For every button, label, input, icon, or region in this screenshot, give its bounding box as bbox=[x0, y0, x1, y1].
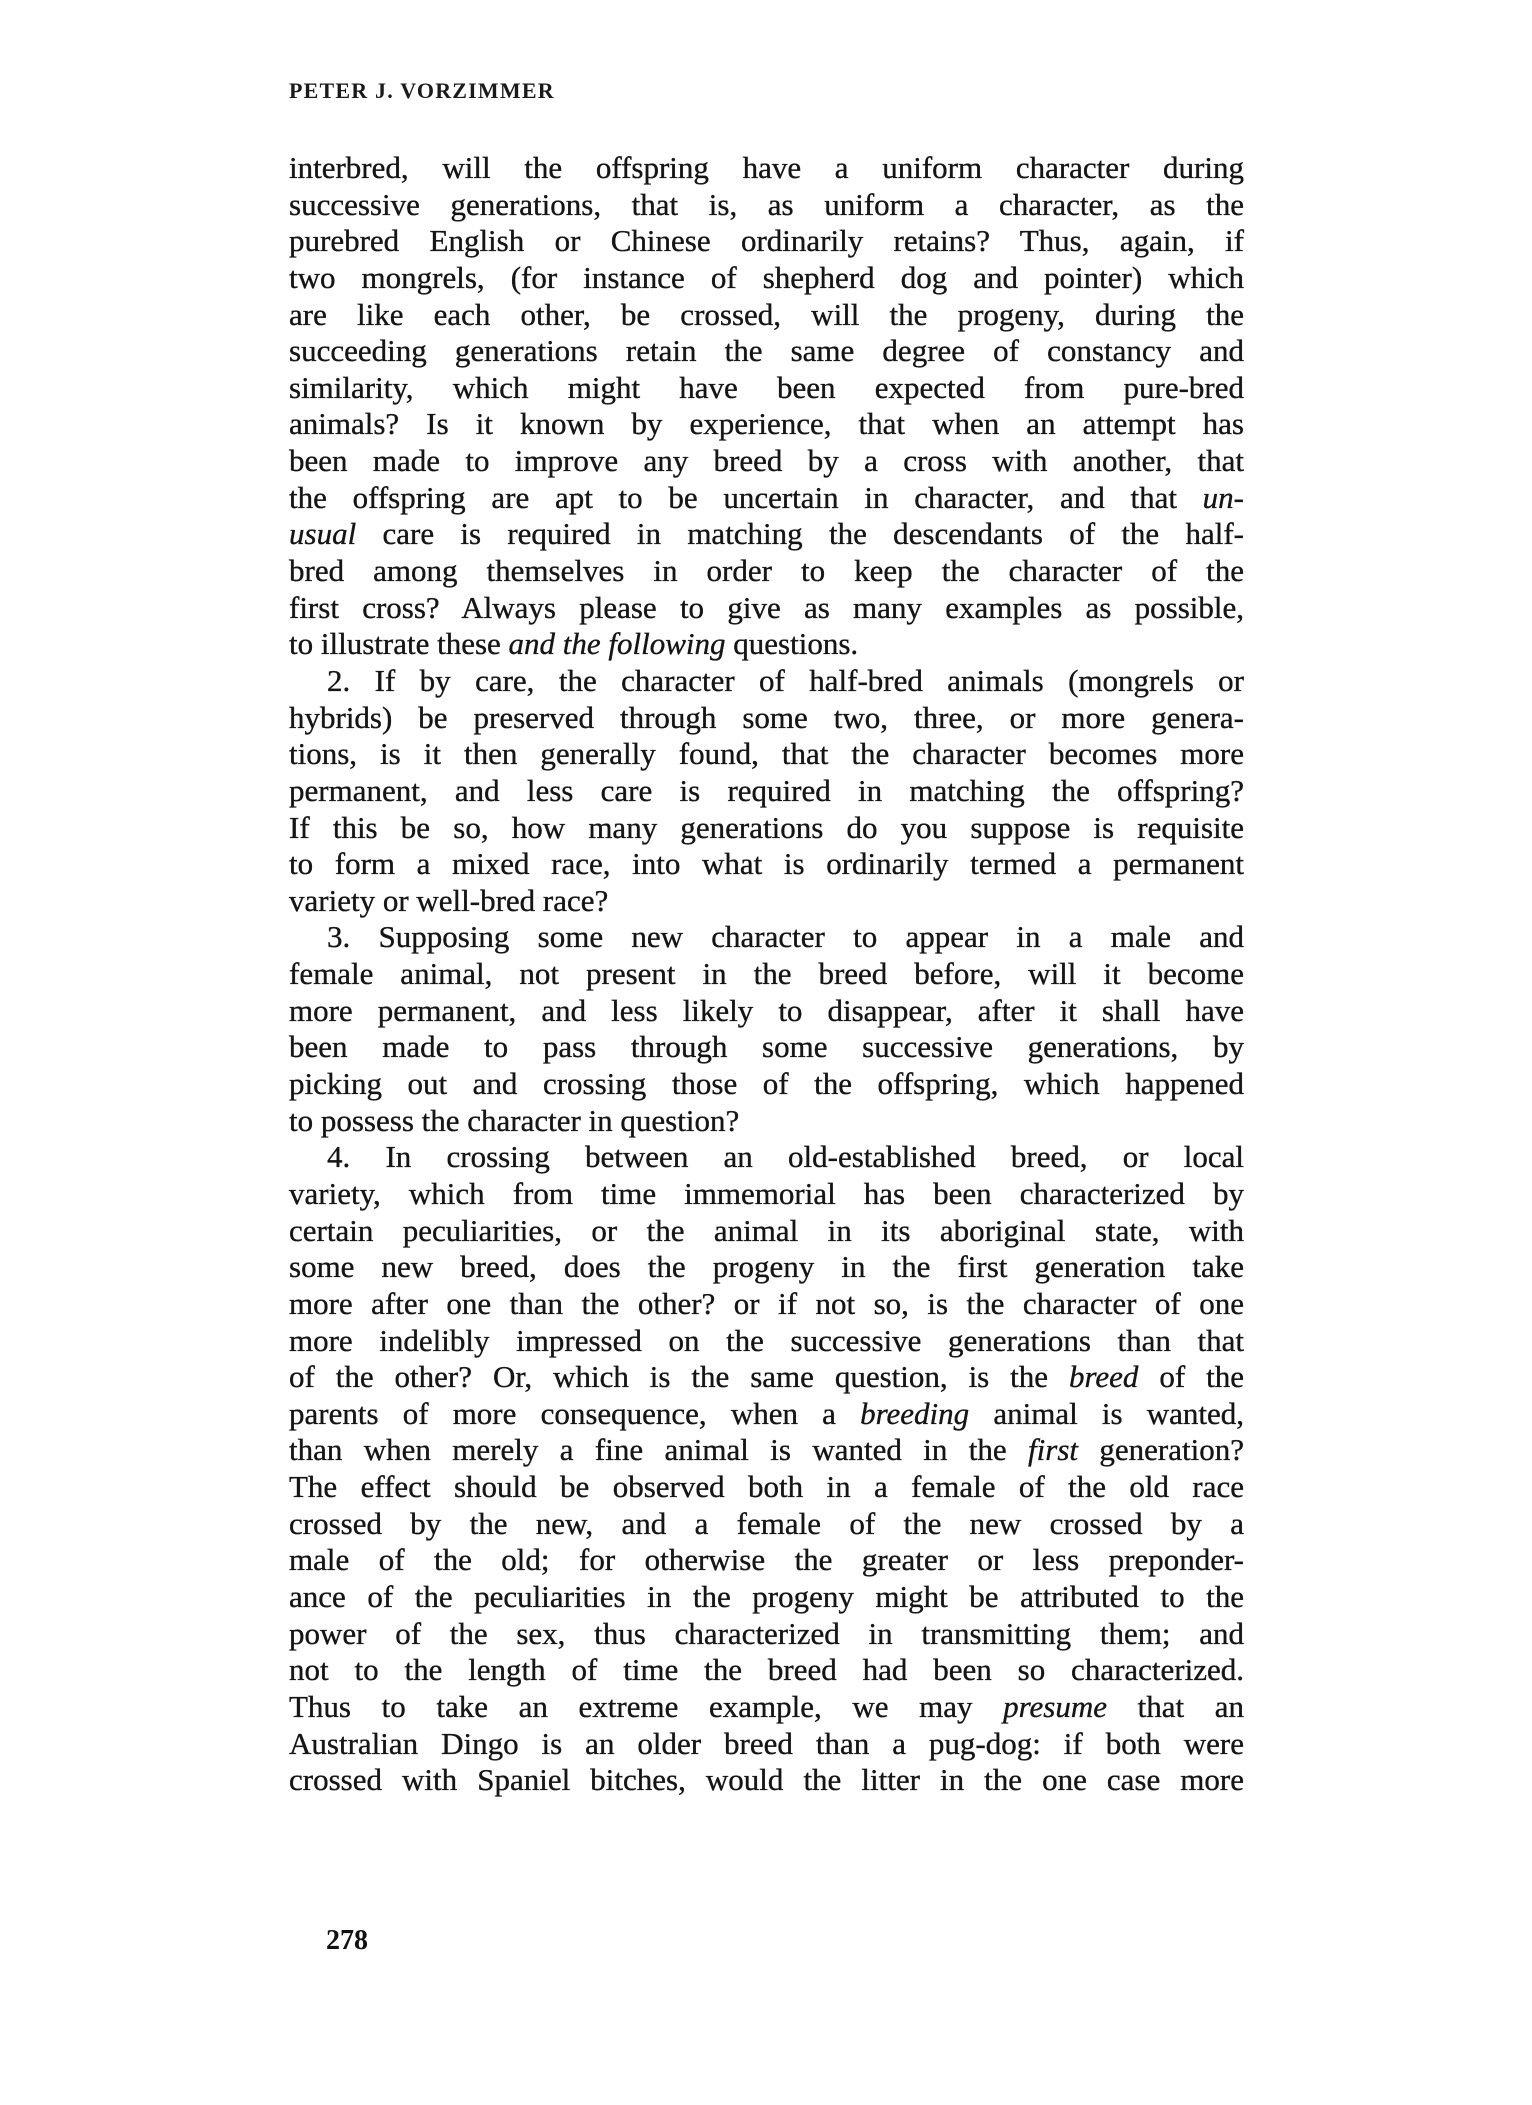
italic-text: first bbox=[1028, 1432, 1079, 1468]
text-line bbox=[289, 1029, 1244, 1066]
text-run: 3. Supposing some new character to appear in a male and bbox=[327, 919, 1244, 955]
text-line bbox=[289, 1359, 1244, 1396]
text-line bbox=[289, 1066, 1244, 1103]
text-run: animal is wanted, bbox=[969, 1395, 1244, 1431]
italic-text: breed bbox=[1068, 1359, 1139, 1395]
text-line bbox=[289, 297, 1244, 334]
text-run: hybrids) be preserved through some two, three, or more genera- bbox=[289, 699, 1244, 735]
text-line bbox=[289, 663, 1244, 700]
text-line bbox=[289, 993, 1244, 1030]
text-line bbox=[289, 1432, 1244, 1469]
text-line bbox=[289, 1652, 1244, 1689]
text-run: not to the length of time the breed had been so characterized. bbox=[289, 1652, 1244, 1688]
running-head-author: PETER J. VORZIMMER bbox=[289, 78, 555, 103]
text-line bbox=[289, 1469, 1244, 1506]
text-run: variety or well-bred race? bbox=[289, 882, 609, 918]
paragraph bbox=[289, 663, 1244, 919]
italic-text: un- bbox=[1202, 479, 1244, 515]
text-line bbox=[289, 406, 1244, 443]
page-number: 278 bbox=[326, 1925, 368, 1956]
text-line bbox=[289, 883, 1244, 920]
text-line bbox=[289, 223, 1244, 260]
text-run: variety, which from time immemorial has been characterized by bbox=[289, 1175, 1244, 1211]
text-line bbox=[289, 187, 1244, 224]
text-run: some new breed, does the progeny in the first generation take bbox=[289, 1249, 1244, 1285]
body-text bbox=[289, 150, 1244, 1799]
text-line bbox=[289, 370, 1244, 407]
text-run: If this be so, how many generations do you suppose is requisite bbox=[289, 809, 1244, 845]
text-line bbox=[289, 1579, 1244, 1616]
text-line bbox=[289, 1396, 1244, 1433]
text-line bbox=[289, 1762, 1244, 1799]
text-run: more indelibly impressed on the successive generations than that bbox=[289, 1322, 1244, 1358]
text-line bbox=[289, 1616, 1244, 1653]
text-run: that an bbox=[1107, 1688, 1244, 1724]
text-line bbox=[289, 1213, 1244, 1250]
text-run: Australian Dingo is an older breed than a pug-dog: if both were bbox=[289, 1725, 1244, 1761]
italic-text: usual bbox=[289, 516, 357, 552]
text-run: are like each other, be crossed, will the progeny, during the bbox=[289, 296, 1244, 332]
text-run: generation? bbox=[1078, 1432, 1244, 1468]
text-run: interbred, will the offspring have a uniform character during bbox=[289, 150, 1244, 185]
text-run: power of the sex, thus characterized in transmitting them; and bbox=[289, 1615, 1244, 1651]
text-run: of the bbox=[1138, 1359, 1244, 1395]
italic-text: breeding bbox=[860, 1395, 970, 1431]
text-run: first cross? Always please to give as many examples as possible, bbox=[289, 589, 1244, 625]
text-run: male of the old; for otherwise the greater or less preponder- bbox=[289, 1542, 1244, 1578]
text-line bbox=[289, 1323, 1244, 1360]
text-line bbox=[289, 1506, 1244, 1543]
text-run: of the other? Or, which is the same question, is the bbox=[289, 1359, 1069, 1395]
text-run: female animal, not present in the breed before, will it become bbox=[289, 956, 1244, 992]
text-line bbox=[289, 736, 1244, 773]
text-run: animals? Is it known by experience, that when an attempt has bbox=[289, 406, 1244, 442]
text-line bbox=[289, 1249, 1244, 1286]
text-line bbox=[289, 333, 1244, 370]
text-run: the offspring are apt to be uncertain in character, and that bbox=[289, 479, 1203, 515]
text-line bbox=[289, 626, 1244, 663]
text-run: permanent, and less care is required in matching the offspring? bbox=[289, 772, 1244, 808]
text-line bbox=[289, 1689, 1244, 1726]
text-run: bred among themselves in order to keep the character of the bbox=[289, 553, 1244, 589]
text-run: The effect should be observed both in a female of the old race bbox=[289, 1469, 1244, 1505]
text-run: picking out and crossing those of the offspring, which happened bbox=[289, 1066, 1244, 1102]
text-line bbox=[289, 810, 1244, 847]
text-run: 2. If by care, the character of half-bred animals (mongrels or bbox=[327, 662, 1244, 698]
text-line bbox=[289, 1726, 1244, 1763]
text-line bbox=[289, 919, 1244, 956]
text-run: crossed by the new, and a female of the new crossed by a bbox=[289, 1505, 1244, 1541]
text-run: ance of the peculiarities in the progeny might be attributed to the bbox=[289, 1578, 1244, 1614]
text-line bbox=[289, 1542, 1244, 1579]
text-line bbox=[289, 1176, 1244, 1213]
text-line bbox=[289, 956, 1244, 993]
text-line bbox=[289, 700, 1244, 737]
text-run: parents of more consequence, when a bbox=[289, 1395, 861, 1431]
text-run: questions. bbox=[725, 626, 859, 662]
text-line bbox=[289, 1103, 1244, 1140]
text-line bbox=[289, 260, 1244, 297]
text-run: been made to improve any breed by a cross with another, that bbox=[289, 443, 1244, 479]
text-line bbox=[289, 516, 1244, 553]
text-line bbox=[289, 443, 1244, 480]
text-run: succeeding generations retain the same degree of constancy and bbox=[289, 333, 1244, 369]
text-run: to possess the character in question? bbox=[289, 1102, 740, 1138]
text-run: tions, is it then generally found, that the character becomes more bbox=[289, 736, 1244, 772]
text-line bbox=[289, 1139, 1244, 1176]
text-line bbox=[289, 773, 1244, 810]
text-run: more permanent, and less likely to disappear, after it shall have bbox=[289, 992, 1244, 1028]
text-run: purebred English or Chinese ordinarily retains? Thus, again, if bbox=[289, 223, 1244, 259]
italic-text: presume bbox=[1003, 1688, 1107, 1724]
paragraph bbox=[289, 1139, 1244, 1799]
text-run: 4. In crossing between an old-established breed, or local bbox=[327, 1139, 1244, 1175]
text-line bbox=[289, 480, 1244, 517]
text-run: certain peculiarities, or the animal in its aboriginal state, with bbox=[289, 1212, 1244, 1248]
text-line bbox=[289, 590, 1244, 627]
paragraph bbox=[289, 150, 1244, 663]
text-run: than when merely a fine animal is wanted in the bbox=[289, 1432, 1029, 1468]
text-run: similarity, which might have been expected from pure-bred bbox=[289, 369, 1244, 405]
text-run: two mongrels, (for instance of shepherd dog and pointer) which bbox=[289, 259, 1244, 295]
text-line bbox=[289, 1286, 1244, 1323]
text-run: to form a mixed race, into what is ordinarily termed a permanent bbox=[289, 846, 1244, 882]
text-run: care is required in matching the descendants of the half- bbox=[356, 516, 1244, 552]
paragraph bbox=[289, 919, 1244, 1139]
text-line bbox=[289, 846, 1244, 883]
text-run: been made to pass through some successive generations, by bbox=[289, 1029, 1244, 1065]
text-line bbox=[289, 150, 1244, 187]
text-run: successive generations, that is, as uniform a character, as the bbox=[289, 186, 1244, 222]
text-run: Thus to take an extreme example, we may bbox=[289, 1688, 1004, 1724]
text-run: more after one than the other? or if not so, is the character of one bbox=[289, 1285, 1244, 1321]
text-run: crossed with Spaniel bitches, would the litter in the one case more bbox=[289, 1762, 1244, 1798]
italic-text: and the following bbox=[508, 626, 726, 662]
text-line bbox=[289, 553, 1244, 590]
text-run: to illustrate these bbox=[289, 626, 509, 662]
